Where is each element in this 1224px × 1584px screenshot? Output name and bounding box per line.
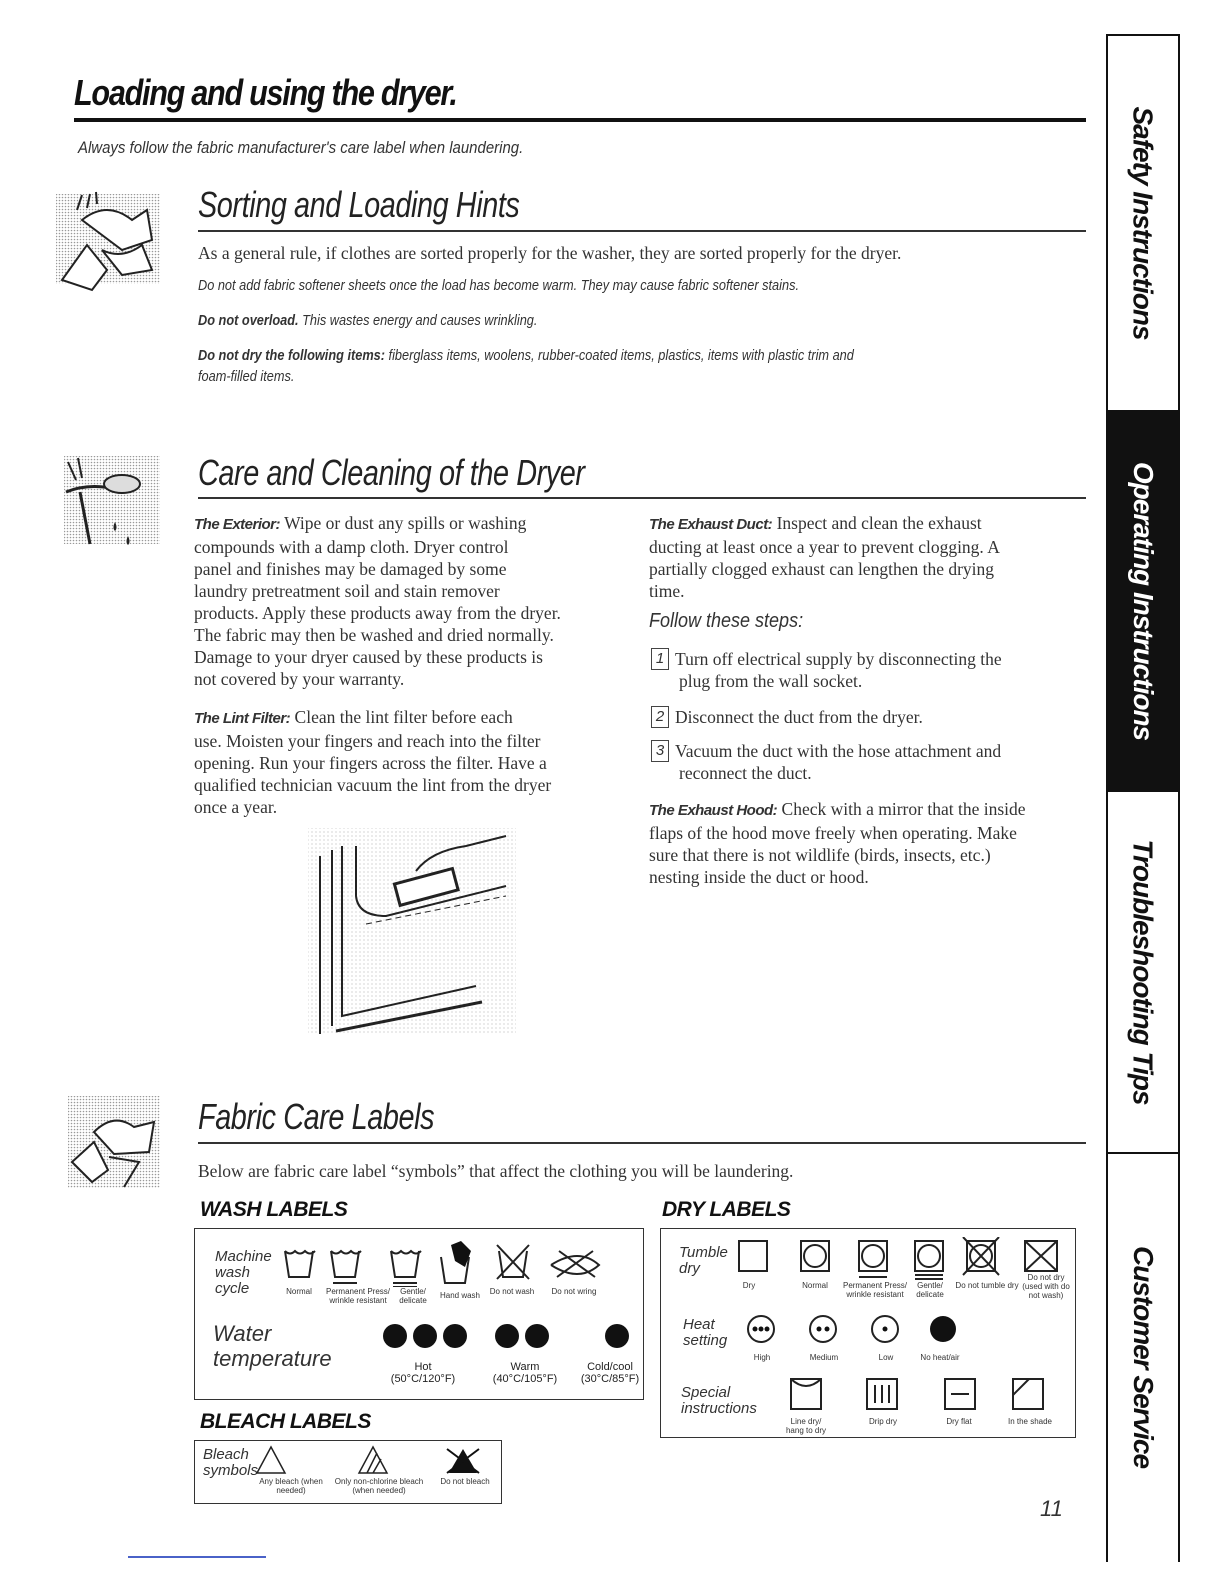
wring-donot-icon [551,1251,599,1277]
steps-heading: Follow these steps: [649,610,804,632]
lint-paragraph [194,706,634,818]
duct-line: partially clogged exhaust can lengthen the drying [649,559,995,579]
bleach-caption: Any bleach (when needed) [259,1477,323,1495]
lint-filter-illustration-icon [306,826,518,1036]
label-line: Heat [683,1316,715,1333]
exterior-line: not covered by your warranty. [194,669,405,689]
wash-cycle-symbols [279,1237,639,1287]
hood-line: nesting inside the duct or hood. [649,867,869,887]
special-symbols [787,1375,1057,1415]
tumble-caption: Gentle/ delicate [916,1281,944,1299]
exterior-line: The fabric may then be washed and dried normally. [194,625,554,645]
step-2 [651,706,1081,728]
hood-paragraph [649,798,1089,888]
section-tabs [1106,34,1180,1562]
warm-dot [525,1324,549,1348]
wash-cycle-caption: Gentle/ delicate [399,1287,427,1305]
step-text: Vacuum the duct with the hose attachment and [675,741,1002,761]
step-number-1: 1 [651,648,669,670]
lint-line: qualified technician vacuum the lint from the dryer [194,775,552,795]
care-rule [198,497,1086,499]
tumble-caption: Dry [742,1281,756,1290]
exterior-paragraph [194,512,634,690]
wash-permpress-icon [331,1251,361,1283]
tab-label: Troubleshooting Tips [1128,839,1159,1105]
dry-labels-box [660,1228,1076,1438]
sorting-heading: Sorting and Loading Hints [198,184,520,225]
heat-caption: Medium [809,1353,839,1362]
exterior-lead: The Exterior: [194,516,281,533]
step-text: plug from the wall socket. [679,671,863,691]
special-instructions-label [681,1385,757,1417]
step-number-3: 3 [651,740,669,762]
wash-cycle-caption: Do not wring [551,1287,597,1296]
bleach-labels-heading: BLEACH LABELS [200,1410,371,1433]
tab-label: Safety Instructions [1128,106,1159,340]
duct-line: Inspect and clean the exhaust [772,513,982,533]
label-line: temperature [213,1346,332,1371]
exterior-line: panel and finishes may be damaged by some [194,559,507,579]
overload-note [198,312,537,329]
temp-warm [485,1361,565,1385]
step-text: Disconnect the duct from the dryer. [675,707,923,727]
hood-line: sure that there is not wildlife (birds, insects, etc.) [649,845,991,865]
warm-dot [495,1324,519,1348]
footer-link-underline[interactable] [128,1556,266,1558]
sorting-para: As a general rule, if clothes are sorted properly for the washer, they are sorted properly for the dryer. [198,243,902,263]
wash-normal-icon [285,1251,315,1277]
heat-caption: High [753,1353,771,1362]
tumble-dry-label [679,1245,728,1277]
hood-line: flaps of the hood move freely when operating. Make [649,823,1017,843]
page-number: 11 [1040,1496,1063,1521]
wash-cycle-caption: Hand wash [439,1291,481,1300]
dry-labels-heading: DRY LABELS [662,1198,791,1221]
step-text: Turn off electrical supply by disconnecting the [675,649,1002,669]
wash-cycle-caption: Normal [286,1287,312,1296]
no-heat-icon [930,1316,956,1342]
temp-range: (50°C/120°F) [390,1373,456,1385]
label-line: Special [681,1384,731,1401]
exterior-line: compounds with a damp cloth. Dryer control [194,537,509,557]
cleaning-illustration-icon [60,452,164,552]
tab-customer-service[interactable] [1108,1154,1178,1560]
label-line: Bleach [203,1446,249,1463]
lint-line: Clean the lint filter before each [290,707,513,727]
overload-text: This wastes energy and causes wrinkling. [298,312,538,329]
water-temp-label [213,1321,332,1371]
sorting-rule [198,230,1086,232]
wash-cycle-caption: Permanent Press/ wrinkle resistant [325,1287,391,1305]
label-line: instructions [681,1400,757,1417]
lint-lead: The Lint Filter: [194,710,291,727]
wash-labels-heading: WASH LABELS [200,1198,348,1221]
sorting-note: Do not add fabric softener sheets once the load has become warm. They may cause fabric softener stains. [198,277,799,294]
exterior-line: products. Apply these products away from the dryer. [194,603,561,623]
garment-illustration-icon [64,1092,164,1192]
duct-line: ducting at least once a year to prevent clogging. A [649,537,1000,557]
temp-range: (30°C/85°F) [580,1373,640,1385]
tab-label: Operating Instructions [1128,461,1159,741]
label-line: cycle [215,1280,250,1297]
cold-dot [605,1324,629,1348]
care-heading: Care and Cleaning of the Dryer [198,452,585,493]
heat-medium-icon [810,1316,836,1342]
temp-range: (40°C/105°F) [492,1373,558,1385]
special-caption: Drip dry [868,1417,897,1426]
wash-donot-icon [497,1245,529,1279]
page-title: Loading and using the dryer. [74,72,457,113]
temp-name: Cold/cool [587,1361,633,1373]
label-line: Machine [215,1248,272,1265]
title-rule [74,118,1086,122]
exterior-line: Wipe or dust any spills or washing [280,513,527,533]
special-caption: Dry flat [946,1417,972,1426]
temp-cold [577,1361,643,1385]
tumble-dry-icon [739,1241,767,1271]
wash-cycle-label [215,1249,272,1297]
label-line: Tumble [679,1244,728,1261]
bleach-symbols [253,1443,493,1477]
exterior-line: laundry pretreatment soil and stain remover [194,581,500,601]
label-line: setting [683,1332,728,1349]
fabric-heading: Fabric Care Labels [198,1096,435,1137]
tab-safety-instructions[interactable] [1108,36,1178,412]
clothes-illustration-icon [52,190,164,300]
tab-troubleshooting-tips[interactable] [1108,792,1178,1154]
temp-hot [383,1361,463,1385]
tumble-caption: Normal [802,1281,828,1290]
heat-symbols [745,1313,965,1347]
tumble-caption: Permanent Press/ wrinkle resistant [842,1281,908,1299]
special-caption: In the shade [1007,1417,1053,1426]
wash-gentle-icon [391,1251,421,1287]
donotdry-text-2: foam-filled items. [198,368,295,385]
label-line: wash [215,1264,251,1281]
wash-cycle-caption: Do not wash [489,1287,535,1296]
hood-lead: The Exhaust Hood: [649,802,778,819]
tab-operating-instructions[interactable] [1108,412,1178,792]
temp-name: Hot [414,1361,432,1373]
water-temp-dots [381,1319,641,1353]
bleach-label [203,1447,258,1479]
duct-paragraph [649,512,1079,602]
duct-line: time. [649,581,685,601]
label-line: Water [213,1321,272,1346]
step-number-2: 2 [651,706,669,728]
exterior-line: Damage to your dryer caused by these products is [194,647,543,667]
donotdry-lead: Do not dry the following items: [198,347,385,364]
step-3 [651,740,1081,784]
any-bleach-icon [257,1447,285,1473]
intro-text: Always follow the fabric manufacturer's care label when laundering. [78,138,524,157]
label-line: symbols [203,1462,259,1479]
heat-setting-label [683,1317,727,1349]
hot-dot [383,1324,407,1348]
lint-line: opening. Run your fingers across the filter. Have a [194,753,547,773]
temp-name: Warm [510,1361,540,1373]
donotdry-note [198,347,854,364]
heat-caption: Low [878,1353,894,1362]
special-caption: Line dry/ hang to dry [785,1417,827,1435]
shade-icon [1013,1379,1043,1409]
hood-line: Check with a mirror that the inside [777,799,1026,819]
bleach-labels-box [194,1440,502,1504]
step-1 [651,648,1081,692]
tab-label: Customer Service [1128,1245,1160,1469]
tumble-caption: Do not tumble dry [955,1281,1019,1290]
bleach-caption: Do not bleach [440,1477,490,1486]
label-line: dry [679,1260,700,1277]
heat-caption: No heat/air [920,1353,960,1362]
lint-line: use. Moisten your fingers and reach into the filter [194,731,541,751]
duct-lead: The Exhaust Duct: [649,516,773,533]
donotdry-text: fiberglass items, woolens, rubber-coated items, plastics, items with plastic trim and [385,347,854,364]
hot-dot [443,1324,467,1348]
step-text: reconnect the duct. [679,763,812,783]
lint-line: once a year. [194,797,278,817]
bleach-caption: Only non-chlorine bleach (when needed) [334,1477,424,1495]
fabric-para: Below are fabric care label “symbols” that affect the clothing you will be laundering. [198,1161,794,1181]
wash-labels-box [194,1228,644,1400]
fabric-rule [198,1142,1086,1144]
hot-dot [413,1324,437,1348]
nonchlorine-bleach-icon [359,1447,387,1473]
tumble-caption: Do not dry (used with do not wash) [1022,1273,1070,1300]
overload-lead: Do not overload. [198,312,299,329]
